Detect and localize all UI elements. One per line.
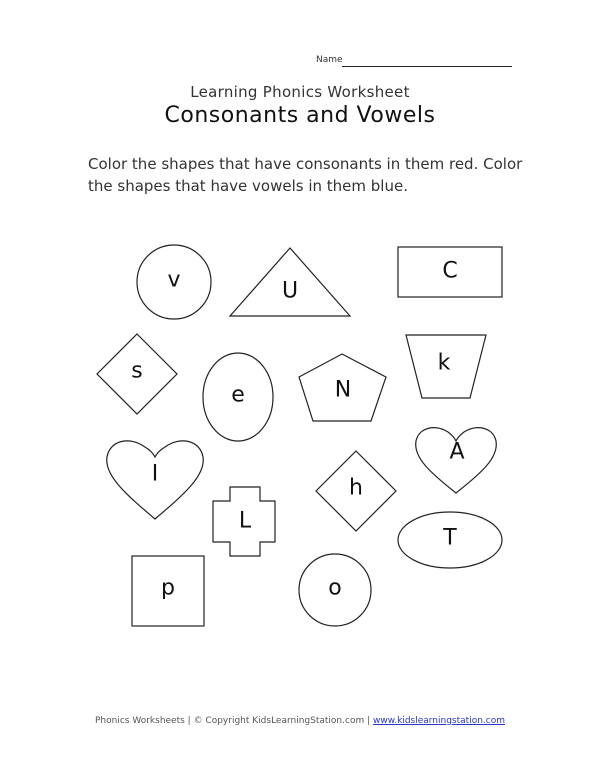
- shape-heart-i[interactable]: [107, 441, 204, 519]
- footer: [0, 716, 600, 726]
- footer-link[interactable]: www.kidslearningstation.com: [372, 716, 505, 726]
- instructions-text: Color the shapes that have consonants in them red. Color the shapes that have vowels in them blue.: [88, 155, 523, 195]
- shape-diamond-h[interactable]: [316, 451, 396, 531]
- shape-pentagon-n[interactable]: [299, 354, 386, 421]
- shape-square-p[interactable]: [132, 556, 204, 626]
- letter: k: [437, 350, 451, 376]
- letter: C: [442, 258, 458, 284]
- letter: N: [334, 377, 352, 403]
- shape-oval-t[interactable]: [398, 512, 502, 568]
- letter: e: [231, 382, 245, 408]
- letter: I: [151, 461, 159, 487]
- letter: h: [349, 475, 363, 501]
- footer-copyright: Phonics Worksheets | © Copyright KidsLearningStation.com |: [95, 716, 373, 726]
- shape-diamond-s[interactable]: [97, 334, 177, 414]
- letter: T: [443, 525, 457, 551]
- shape-circle-o[interactable]: [299, 554, 371, 626]
- letter: o: [328, 575, 342, 601]
- shape-trapezoid-k[interactable]: [406, 335, 486, 398]
- shape-triangle-u[interactable]: [230, 248, 350, 316]
- letter: v: [167, 267, 181, 293]
- letter: U: [281, 278, 299, 304]
- letter: A: [449, 439, 465, 465]
- shape-rectangle-c[interactable]: [398, 247, 502, 297]
- shape-oval-e[interactable]: [203, 353, 273, 441]
- shape-circle-v[interactable]: [137, 245, 211, 319]
- shape-heart-a[interactable]: [416, 428, 497, 493]
- letter: L: [238, 508, 252, 534]
- worksheet-subtitle: Learning Phonics Worksheet: [190, 83, 410, 101]
- letter: p: [161, 575, 175, 601]
- name-label: Name: [316, 55, 343, 65]
- shape-cross-l[interactable]: [213, 487, 275, 556]
- letter: s: [131, 358, 143, 384]
- worksheet-title: Consonants and Vowels: [164, 103, 436, 128]
